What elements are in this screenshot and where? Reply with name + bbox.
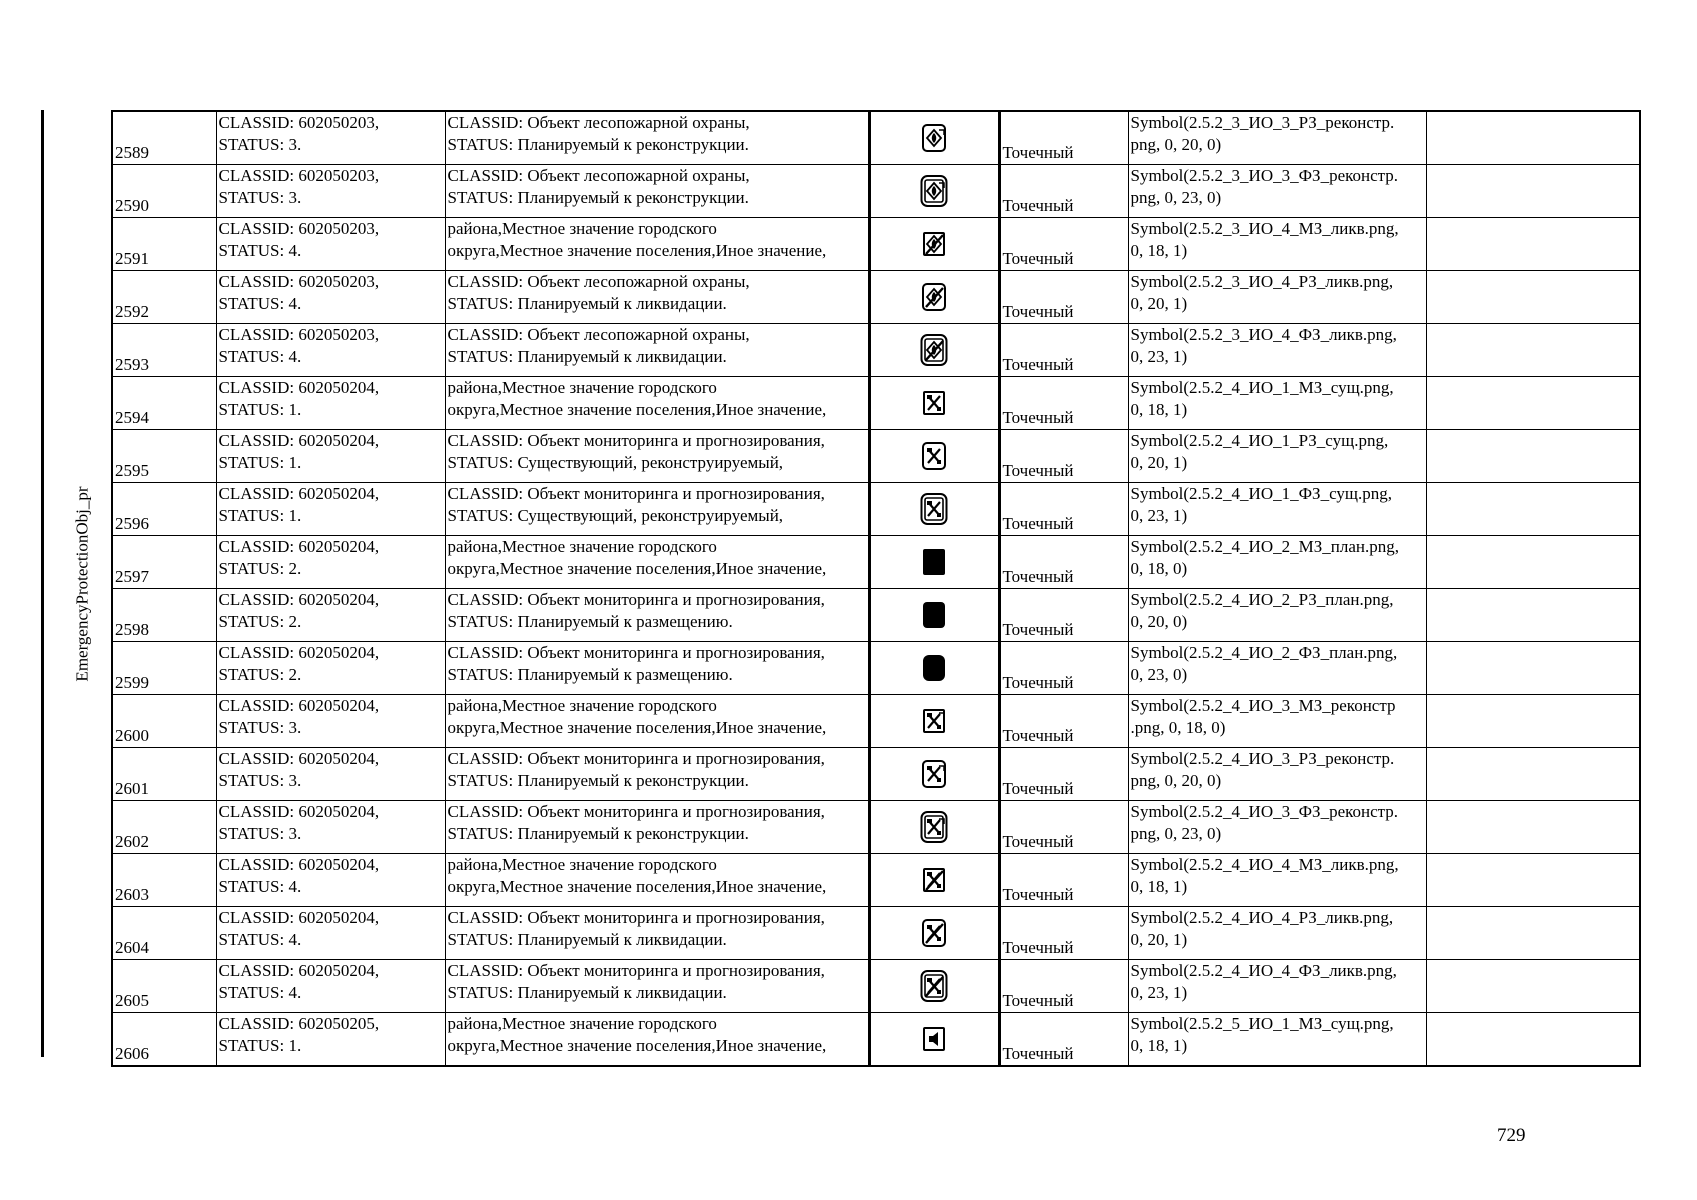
classid-cell (216, 589, 445, 642)
description-line-1: CLASSID: Объект мониторинга и прогнозирования, (447, 431, 825, 450)
classid-cell (216, 695, 445, 748)
symbol-preview-cell (869, 907, 999, 960)
classid-value: CLASSID: 602050204, (218, 378, 380, 397)
symbol-definition-cell (1128, 854, 1426, 907)
row-number: 2597 (112, 536, 216, 589)
classid-cell (216, 854, 445, 907)
classid-value: CLASSID: 602050203, (218, 219, 380, 238)
status-value: STATUS: 4. (218, 930, 302, 949)
table-body (112, 111, 1640, 1066)
symbol-definition-line-1: Symbol(2.5.2_4_ИО_4_МЗ_ликв.png, (1130, 855, 1399, 874)
table-row (112, 801, 1640, 854)
description-line-1: CLASSID: Объект мониторинга и прогнозирования, (447, 484, 825, 503)
description-line-1: CLASSID: Объект лесопожарной охраны, (447, 325, 750, 344)
row-number: 2589 (112, 111, 216, 165)
empty-cell (1426, 695, 1640, 748)
symbol-definition-line-2: png, 0, 23, 0) (1130, 188, 1222, 207)
row-number: 2592 (112, 271, 216, 324)
monitoring-reconstruct-fz-icon (920, 816, 948, 835)
symbol-definition-line-1: Symbol(2.5.2_4_ИО_4_ФЗ_ликв.png, (1130, 961, 1397, 980)
description-cell (445, 748, 869, 801)
empty-cell (1426, 483, 1640, 536)
row-number: 2605 (112, 960, 216, 1013)
symbol-definition-line-2: 0, 18, 0) (1130, 559, 1188, 578)
symbol-preview-cell (869, 483, 999, 536)
table-row (112, 960, 1640, 1013)
description-cell (445, 111, 869, 165)
symbol-preview-cell (869, 324, 999, 377)
table-row (112, 536, 1640, 589)
geometry-type: Точечный (999, 589, 1128, 642)
classid-cell (216, 430, 445, 483)
row-number: 2593 (112, 324, 216, 377)
classid-value: CLASSID: 602050204, (218, 431, 380, 450)
table-row (112, 483, 1640, 536)
symbol-preview-cell (869, 165, 999, 218)
symbol-preview-cell (869, 1013, 999, 1067)
empty-cell (1426, 324, 1640, 377)
description-cell (445, 854, 869, 907)
status-value: STATUS: 1. (218, 1036, 302, 1055)
symbol-definition-cell (1128, 960, 1426, 1013)
empty-cell (1426, 430, 1640, 483)
symbol-preview-cell (869, 218, 999, 271)
row-number: 2603 (112, 854, 216, 907)
monitoring-liquidate-fz-icon (920, 975, 948, 994)
classid-cell (216, 536, 445, 589)
symbol-definition-line-1: Symbol(2.5.2_3_ИО_4_ФЗ_ликв.png, (1130, 325, 1397, 344)
symbol-definition-cell (1128, 801, 1426, 854)
classid-value: CLASSID: 602050204, (218, 537, 380, 556)
classid-value: CLASSID: 602050203, (218, 166, 380, 185)
description-cell (445, 377, 869, 430)
symbol-definition-cell (1128, 695, 1426, 748)
symbol-definition-line-1: Symbol(2.5.2_4_ИО_2_МЗ_план.png, (1130, 537, 1399, 556)
description-line-1: района,Местное значение городского (447, 1014, 717, 1033)
empty-cell (1426, 271, 1640, 324)
monitoring-reconstruct-mz-icon (920, 710, 948, 729)
geometry-type: Точечный (999, 165, 1128, 218)
monitoring-existing-rz-icon (920, 445, 948, 464)
classid-value: CLASSID: 602050204, (218, 908, 380, 927)
classid-cell (216, 271, 445, 324)
symbol-definition-cell (1128, 589, 1426, 642)
empty-cell (1426, 960, 1640, 1013)
description-line-1: CLASSID: Объект мониторинга и прогнозирования, (447, 590, 825, 609)
symbol-definition-cell (1128, 377, 1426, 430)
empty-cell (1426, 907, 1640, 960)
classid-cell (216, 960, 445, 1013)
classid-value: CLASSID: 602050203, (218, 325, 380, 344)
description-line-2: STATUS: Планируемый к реконструкции. (447, 771, 749, 790)
classid-cell (216, 907, 445, 960)
symbol-definition-cell (1128, 748, 1426, 801)
monitoring-liquidate-rz-icon (920, 922, 948, 941)
description-line-2: округа,Местное значение поселения,Иное значение, (447, 241, 827, 260)
description-line-1: CLASSID: Объект лесопожарной охраны, (447, 113, 750, 132)
description-line-1: CLASSID: Объект мониторинга и прогнозирования, (447, 643, 825, 662)
geometry-type: Точечный (999, 907, 1128, 960)
row-number: 2602 (112, 801, 216, 854)
description-line-2: STATUS: Планируемый к размещению. (447, 665, 733, 684)
symbol-definition-line-1: Symbol(2.5.2_4_ИО_3_РЗ_реконстр. (1130, 749, 1395, 768)
status-value: STATUS: 4. (218, 241, 302, 260)
geometry-type: Точечный (999, 218, 1128, 271)
classid-value: CLASSID: 602050204, (218, 643, 380, 662)
status-value: STATUS: 3. (218, 771, 302, 790)
symbol-definition-line-1: Symbol(2.5.2_4_ИО_3_ФЗ_реконстр. (1130, 802, 1399, 821)
monitoring-planned-rz-icon (920, 604, 948, 623)
symbol-definition-line-2: 0, 23, 1) (1130, 347, 1188, 366)
symbol-preview-cell (869, 960, 999, 1013)
description-line-1: района,Местное значение городского (447, 537, 717, 556)
symbol-preview-cell (869, 536, 999, 589)
symbol-definition-cell (1128, 324, 1426, 377)
symbol-definition-line-2: 0, 18, 1) (1130, 400, 1188, 419)
status-value: STATUS: 2. (218, 665, 302, 684)
symbol-definition-line-1: Symbol(2.5.2_4_ИО_1_РЗ_сущ.png, (1130, 431, 1389, 450)
status-value: STATUS: 4. (218, 294, 302, 313)
classid-cell (216, 218, 445, 271)
symbol-definition-line-2: 0, 23, 0) (1130, 665, 1188, 684)
symbol-definition-cell (1128, 165, 1426, 218)
symbol-definition-line-2: 0, 20, 1) (1130, 930, 1188, 949)
row-number: 2595 (112, 430, 216, 483)
row-number: 2600 (112, 695, 216, 748)
classid-value: CLASSID: 602050204, (218, 855, 380, 874)
description-line-2: STATUS: Существующий, реконструируемый, (447, 506, 784, 525)
symbol-preview-cell (869, 642, 999, 695)
classid-value: CLASSID: 602050203, (218, 113, 380, 132)
classid-value: CLASSID: 602050203, (218, 272, 380, 291)
table-row (112, 324, 1640, 377)
symbol-preview-cell (869, 377, 999, 430)
description-line-2: округа,Местное значение поселения,Иное значение, (447, 1036, 827, 1055)
description-cell (445, 218, 869, 271)
symbol-definition-line-2: 0, 20, 0) (1130, 612, 1188, 631)
empty-cell (1426, 111, 1640, 165)
symbol-definition-line-1: Symbol(2.5.2_4_ИО_2_ФЗ_план.png, (1130, 643, 1398, 662)
empty-cell (1426, 801, 1640, 854)
table-row (112, 218, 1640, 271)
row-number: 2596 (112, 483, 216, 536)
row-number: 2604 (112, 907, 216, 960)
description-line-2: STATUS: Существующий, реконструируемый, (447, 453, 784, 472)
geometry-type: Точечный (999, 1013, 1128, 1067)
description-line-1: района,Местное значение городского (447, 696, 717, 715)
table-row (112, 642, 1640, 695)
fire-station-liquidate-rz-icon (920, 286, 948, 305)
monitoring-planned-mz-icon (920, 551, 948, 570)
empty-cell (1426, 854, 1640, 907)
geometry-type: Точечный (999, 642, 1128, 695)
classid-cell (216, 483, 445, 536)
symbol-definition-line-1: Symbol(2.5.2_4_ИО_3_МЗ_реконстр (1130, 696, 1396, 715)
classid-cell (216, 801, 445, 854)
symbol-definition-line-2: 0, 23, 1) (1130, 506, 1188, 525)
status-value: STATUS: 1. (218, 400, 302, 419)
symbol-definition-line-2: png, 0, 23, 0) (1130, 824, 1222, 843)
description-cell (445, 430, 869, 483)
symbol-definition-line-2: 0, 20, 1) (1130, 453, 1188, 472)
row-number: 2601 (112, 748, 216, 801)
symbol-definition-line-1: Symbol(2.5.2_3_ИО_4_РЗ_ликв.png, (1130, 272, 1394, 291)
geometry-type: Точечный (999, 960, 1128, 1013)
description-line-2: округа,Местное значение поселения,Иное значение, (447, 400, 827, 419)
symbol-definition-cell (1128, 536, 1426, 589)
fire-station-reconstruct-rz-icon (920, 127, 948, 146)
symbol-preview-cell (869, 748, 999, 801)
classid-cell (216, 165, 445, 218)
description-line-1: CLASSID: Объект лесопожарной охраны, (447, 166, 750, 185)
description-line-2: округа,Местное значение поселения,Иное значение, (447, 559, 827, 578)
fire-station-liquidate-fz-icon (920, 339, 948, 358)
status-value: STATUS: 2. (218, 612, 302, 631)
symbol-definition-cell (1128, 1013, 1426, 1067)
description-line-2: STATUS: Планируемый к реконструкции. (447, 188, 749, 207)
classid-value: CLASSID: 602050204, (218, 696, 380, 715)
description-cell (445, 642, 869, 695)
classid-value: CLASSID: 602050205, (218, 1014, 380, 1033)
row-number: 2598 (112, 589, 216, 642)
table-row (112, 111, 1640, 165)
status-value: STATUS: 2. (218, 559, 302, 578)
fire-station-liquidate-mz-icon (920, 233, 948, 252)
symbol-definition-line-1: Symbol(2.5.2_3_ИО_4_МЗ_ликв.png, (1130, 219, 1399, 238)
symbol-definition-cell (1128, 430, 1426, 483)
fire-station-reconstruct-fz-icon (920, 180, 948, 199)
geometry-type: Точечный (999, 801, 1128, 854)
symbol-definition-line-2: 0, 23, 1) (1130, 983, 1188, 1002)
table-row (112, 165, 1640, 218)
row-number: 2599 (112, 642, 216, 695)
geometry-type: Точечный (999, 748, 1128, 801)
status-value: STATUS: 4. (218, 877, 302, 896)
symbol-definition-cell (1128, 483, 1426, 536)
symbol-definition-line-2: png, 0, 20, 0) (1130, 771, 1222, 790)
symbol-definition-line-2: png, 0, 20, 0) (1130, 135, 1222, 154)
description-cell (445, 907, 869, 960)
alarm-existing-mz-icon (920, 1028, 948, 1047)
status-value: STATUS: 3. (218, 135, 302, 154)
page-number: 729 (1497, 1125, 1526, 1146)
status-value: STATUS: 1. (218, 506, 302, 525)
description-line-2: округа,Местное значение поселения,Иное значение, (447, 718, 827, 737)
classid-cell (216, 1013, 445, 1067)
row-number: 2594 (112, 377, 216, 430)
table-row (112, 589, 1640, 642)
geometry-type: Точечный (999, 324, 1128, 377)
empty-cell (1426, 1013, 1640, 1067)
status-value: STATUS: 3. (218, 718, 302, 737)
geometry-type: Точечный (999, 536, 1128, 589)
classid-value: CLASSID: 602050204, (218, 961, 380, 980)
symbol-definition-line-1: Symbol(2.5.2_4_ИО_4_РЗ_ликв.png, (1130, 908, 1394, 927)
empty-cell (1426, 536, 1640, 589)
description-line-2: STATUS: Планируемый к ликвидации. (447, 294, 727, 313)
classid-cell (216, 111, 445, 165)
empty-cell (1426, 642, 1640, 695)
geometry-type: Точечный (999, 695, 1128, 748)
description-line-2: STATUS: Планируемый к реконструкции. (447, 135, 749, 154)
table-row (112, 695, 1640, 748)
description-cell (445, 589, 869, 642)
geometry-type: Точечный (999, 430, 1128, 483)
side-label (70, 110, 96, 1057)
symbol-definition-line-2: 0, 18, 1) (1130, 877, 1188, 896)
row-number: 2606 (112, 1013, 216, 1067)
symbol-definition-line-1: Symbol(2.5.2_3_ИО_3_РЗ_реконстр. (1130, 113, 1395, 132)
symbol-preview-cell (869, 801, 999, 854)
description-line-1: CLASSID: Объект лесопожарной охраны, (447, 272, 750, 291)
symbol-definition-cell (1128, 271, 1426, 324)
geometry-type: Точечный (999, 111, 1128, 165)
symbol-definition-line-2: 0, 20, 1) (1130, 294, 1188, 313)
status-value: STATUS: 3. (218, 188, 302, 207)
classid-cell (216, 324, 445, 377)
description-line-2: округа,Местное значение поселения,Иное значение, (447, 877, 827, 896)
symbol-definition-cell (1128, 111, 1426, 165)
description-cell (445, 483, 869, 536)
symbol-definition-line-1: Symbol(2.5.2_4_ИО_1_ФЗ_сущ.png, (1130, 484, 1392, 503)
description-line-1: района,Местное значение городского (447, 219, 717, 238)
monitoring-existing-fz-icon (920, 498, 948, 517)
symbol-definition-line-2: 0, 18, 1) (1130, 241, 1188, 260)
geometry-type: Точечный (999, 854, 1128, 907)
symbol-definition-line-1: Symbol(2.5.2_3_ИО_3_ФЗ_реконстр. (1130, 166, 1399, 185)
monitoring-existing-mz-icon (920, 392, 948, 411)
symbol-preview-cell (869, 854, 999, 907)
symbol-definition-cell (1128, 642, 1426, 695)
description-line-1: CLASSID: Объект мониторинга и прогнозирования, (447, 961, 825, 980)
symbol-definition-line-1: Symbol(2.5.2_4_ИО_1_МЗ_сущ.png, (1130, 378, 1394, 397)
description-cell (445, 324, 869, 377)
table-row (112, 748, 1640, 801)
classid-value: CLASSID: 602050204, (218, 484, 380, 503)
classid-cell (216, 377, 445, 430)
symbol-definition-line-2: 0, 18, 1) (1130, 1036, 1188, 1055)
status-value: STATUS: 4. (218, 983, 302, 1002)
status-value: STATUS: 3. (218, 824, 302, 843)
description-line-1: CLASSID: Объект мониторинга и прогнозирования, (447, 749, 825, 768)
description-line-2: STATUS: Планируемый к ликвидации. (447, 983, 727, 1002)
description-cell (445, 165, 869, 218)
description-line-1: района,Местное значение городского (447, 855, 717, 874)
monitoring-planned-fz-icon (920, 657, 948, 676)
symbol-definition-line-2: .png, 0, 18, 0) (1130, 718, 1226, 737)
table-row (112, 430, 1640, 483)
table-row (112, 1013, 1640, 1067)
empty-cell (1426, 218, 1640, 271)
description-line-2: STATUS: Планируемый к размещению. (447, 612, 733, 631)
geometry-type: Точечный (999, 377, 1128, 430)
status-value: STATUS: 1. (218, 453, 302, 472)
description-cell (445, 960, 869, 1013)
description-cell (445, 801, 869, 854)
symbol-preview-cell (869, 111, 999, 165)
description-line-1: района,Местное значение городского (447, 378, 717, 397)
empty-cell (1426, 748, 1640, 801)
symbol-definition-cell (1128, 218, 1426, 271)
symbol-preview-cell (869, 695, 999, 748)
classid-cell (216, 642, 445, 695)
symbol-definition-cell (1128, 907, 1426, 960)
geometry-type: Точечный (999, 271, 1128, 324)
table-row (112, 907, 1640, 960)
description-cell (445, 1013, 869, 1067)
layer-name: EmergencyProtectionObj_pr (73, 485, 93, 682)
row-number: 2591 (112, 218, 216, 271)
symbol-preview-cell (869, 271, 999, 324)
description-line-1: CLASSID: Объект мониторинга и прогнозирования, (447, 802, 825, 821)
monitoring-reconstruct-rz-icon (920, 763, 948, 782)
geometry-type: Точечный (999, 483, 1128, 536)
empty-cell (1426, 377, 1640, 430)
symbol-table (111, 110, 1641, 1067)
symbol-definition-line-1: Symbol(2.5.2_4_ИО_2_РЗ_план.png, (1130, 590, 1394, 609)
empty-cell (1426, 165, 1640, 218)
description-cell (445, 536, 869, 589)
table-row (112, 854, 1640, 907)
empty-cell (1426, 589, 1640, 642)
monitoring-liquidate-mz-icon (920, 869, 948, 888)
classid-value: CLASSID: 602050204, (218, 590, 380, 609)
classid-value: CLASSID: 602050204, (218, 802, 380, 821)
description-line-1: CLASSID: Объект мониторинга и прогнозирования, (447, 908, 825, 927)
table-row (112, 377, 1640, 430)
description-line-2: STATUS: Планируемый к реконструкции. (447, 824, 749, 843)
symbol-preview-cell (869, 430, 999, 483)
classid-value: CLASSID: 602050204, (218, 749, 380, 768)
row-number: 2590 (112, 165, 216, 218)
status-value: STATUS: 4. (218, 347, 302, 366)
description-line-2: STATUS: Планируемый к ликвидации. (447, 930, 727, 949)
description-cell (445, 271, 869, 324)
table-row (112, 271, 1640, 324)
description-line-2: STATUS: Планируемый к ликвидации. (447, 347, 727, 366)
symbol-definition-line-1: Symbol(2.5.2_5_ИО_1_МЗ_сущ.png, (1130, 1014, 1394, 1033)
description-cell (445, 695, 869, 748)
classid-cell (216, 748, 445, 801)
symbol-preview-cell (869, 589, 999, 642)
side-rule (41, 110, 44, 1057)
